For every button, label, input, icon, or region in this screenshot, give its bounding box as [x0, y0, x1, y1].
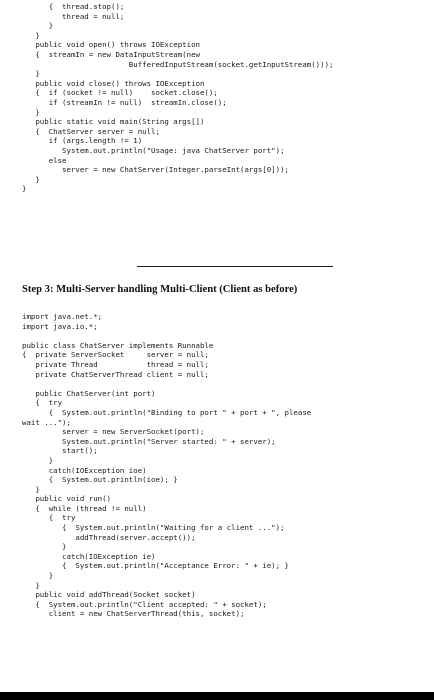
code-block-previous: { thread.stop(); thread = null; } } public void open() throws IOException { streamIn = new DataInputStream(new BufferedInputStream(socket.getInputStream())); } public void close() throws IOException { if (socket != null) socket.close(); if (streamIn != null) streamIn.close(); } public static void main(String args[]) { ChatServer server = null; if (args.length != 1) System.out.println("Usage: java ChatServer port"); else server = new ChatServer(Integer.parseInt(args[0])); } }	[22, 2, 334, 194]
bottom-edge-bar	[0, 692, 434, 700]
step-heading: Step 3: Multi-Server handling Multi-Client (Client as before)	[22, 284, 298, 295]
code-block-multi-server: import java.net.*; import java.io.*; public class ChatServer implements Runnable { private ServerSocket server = null; private Thread thread = null; private ChatServerThread client = null; public ChatServer(int port) { try { System.out.println("Binding to port " + port + ", please wait ..."); server = new ServerSocket(port); System.out.println("Server started: " + server); start(); } catch(IOException ioe) { System.out.println(ioe); } } public void run() { while (thread != null) { try { System.out.println("Waiting for a client ..."); addThread(server.accept()); } catch(IOException ie) { System.out.println("Acceptance Error: " + ie); } } } public void addThread(Socket socket) { System.out.println("Client accepted: " + socket); client = new ChatServerThread(this, socket);	[22, 312, 312, 619]
section-divider	[137, 266, 333, 267]
